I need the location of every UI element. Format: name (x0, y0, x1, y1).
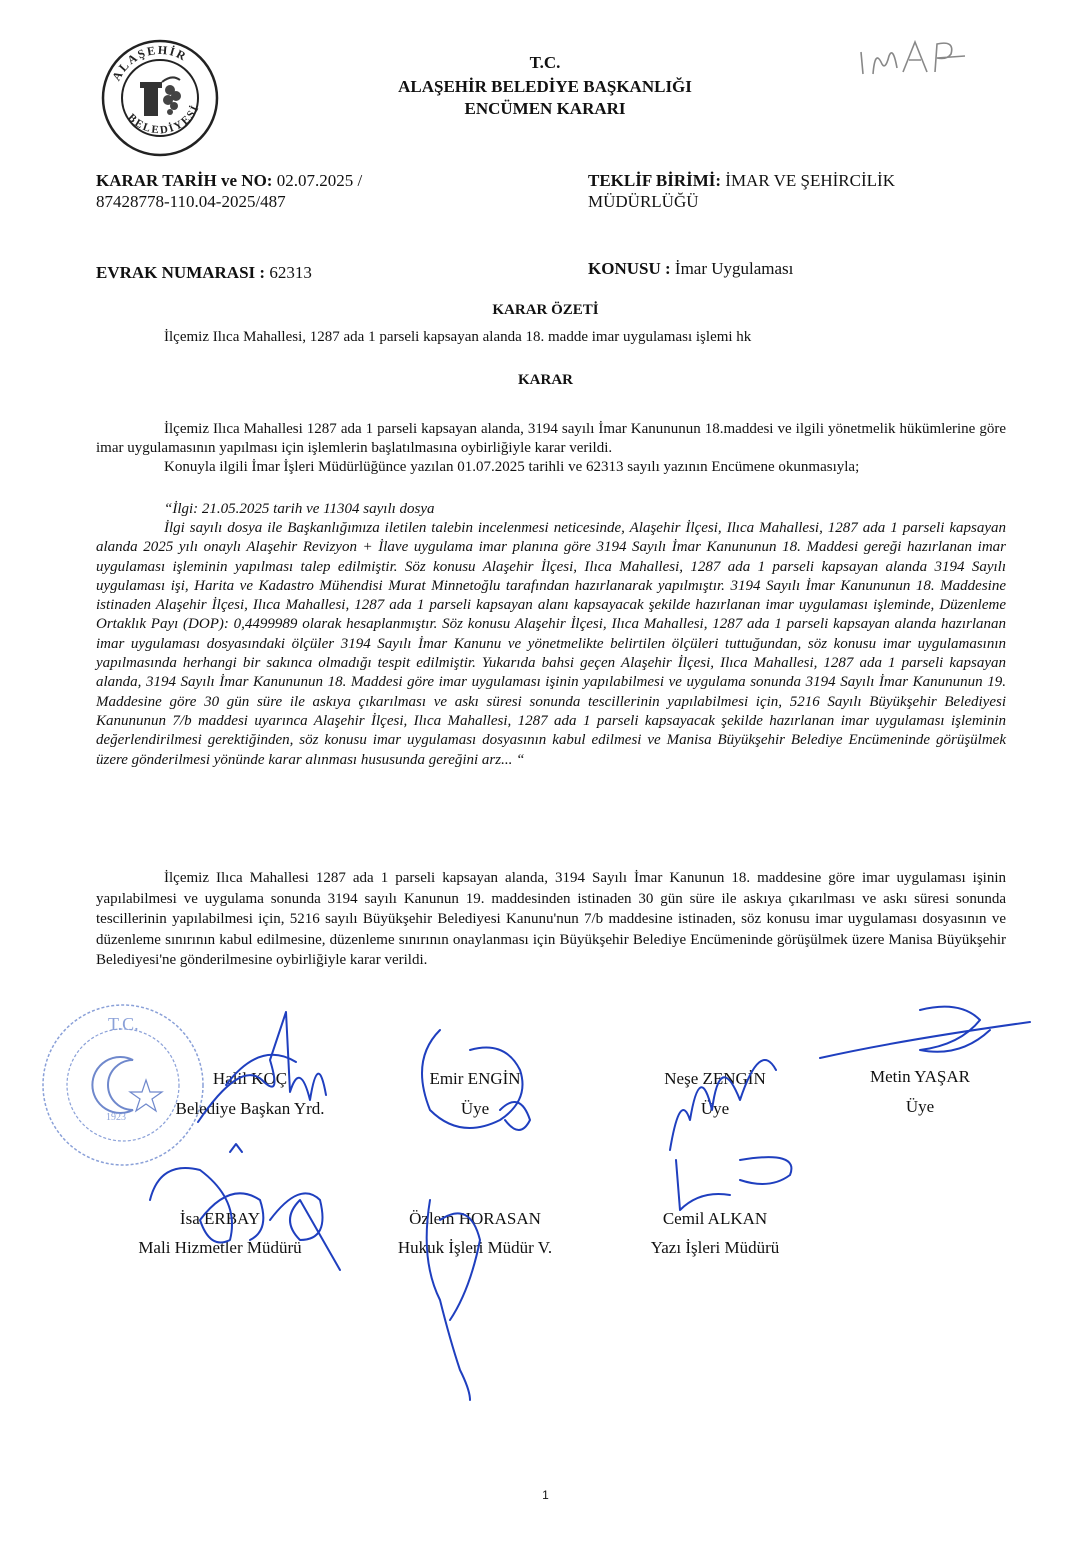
teklif-birimi (588, 170, 1008, 212)
signatory-title-6: Hukuk İşleri Müdür V. (397, 1238, 553, 1257)
signatory-title-2: Üye (460, 1099, 490, 1118)
svg-text:BELEDİYESİ: BELEDİYESİ (125, 102, 203, 137)
teklif-value-2: MÜDÜRLÜĞÜ (588, 192, 699, 211)
evrak-label: EVRAK NUMARASI : (96, 263, 266, 282)
signatory-name-6: Özlem HORASAN (409, 1209, 541, 1228)
konusu-label: KONUSU : (588, 259, 671, 278)
karar-date-no (96, 170, 456, 212)
karar-paragraph-1: İlçemiz Ilıca Mahallesi 1287 ada 1 parseli kapsayan alanda, 3194 sayılı İmar Kanununun 18.maddesi ve ilgili yönetmelik hükümlerine göre imar uygulamasının yapılması için işlemlerin başlatılmasına oybirliğiyle karar verildi. (96, 421, 1006, 456)
signatory-name-4: Metin YAŞAR (870, 1067, 970, 1086)
handwritten-note (855, 22, 1015, 82)
page-number: 1 (542, 1488, 549, 1502)
karar-value-2: 87428778-110.04-2025/487 (96, 192, 286, 211)
header-tc: T.C. (529, 53, 561, 72)
karar-paragraph-2: Konuyla ilgili İmar İşleri Müdürlüğünce yazılan 01.07.2025 tarihli ve 62313 sayılı yazının Encümene okunmasıyla; (164, 459, 860, 475)
konusu-value: İmar Uygulaması (674, 259, 794, 278)
quote-body: İlgi sayılı dosya ile Başkanlığımıza iletilen talebin incelenmesi neticesinde, Alaşehir İlçesi, Ilıca Mahallesi, 1287 ada 1 parseli kapsayan alanda 2025 yılı onaylı Alaşehir Revizyon + İlave uygulama imar planına göre 3194 Sayılı İmar Kanununun 18. Maddesi gereği hazırlanan imar uygulaması işleminin yapılması talep edilmiştir. Söz konusu Alaşehir İlçesi, Ilıca Mahallesi, 1287 ada 1 parseli kapsayan alanda 3194 Sayılı uygulaması işi, Harita ve Kadastro Mühendisi Murat Minnetoğlu tarafından hazırlanarak yapılmıştır. 3194 Sayılı İmar Kanununun 18. Maddesine istinaden Alaşehir İlçesi, Ilıca Mahallesi, 1287 ada 1 parseli kapsayan alanı kapsayacak şekilde hazırlanan imar uygulaması işleminde, Düzenleme Ortaklık Payı (DOP): 0,4499989 olarak hesaplanmıştır. Söz konusu Alaşehir İlçesi, Ilıca Mahallesi, 1287 ada 1 parseli kapsayan alanda hazırlanan imar uygulaması dosyasındaki ölçüler 3194 Sayılı İmar Kanunu ve yönetmelikte belirtilen ölçüleri tuttuğundan, söz konusu imar uygulamasının yapılmasında herhangi bir sakınca olmadığı tespit edilmiştir. Yukarıda bahsi geçen Alaşehir İlçesi, Ilıca Mahallesi, 1287 ada 1 parseli kapsayan alanda, 3194 Sayılı İmar Kanununun 18. Maddesi göre imar uygulaması işinin yapılabilmesi ve uygulama sonunda 3194 Sayılı İmar Kanununun 19. Maddesine göre 30 gün süre ile askıya çıkarılması ve askı süresi sonunda tescillerinin yapılabilmesi için, 5216 Sayılı Büyükşehir Belediyesi Kanununun 7/b maddesi uyarınca Alaşehir İlçesi, Ilıca Mahallesi, 1287 ada 1 parseli kapsayacak şekilde hazırlanan imar uygulaması işleminin değerlendirilmesi gerektiğinden, söz konusu imar uygulaması dosyasının kabul edilmesi ve Manisa Büyükşehir Belediye Encümeninde görüşülmek üzere gönderilmesi yönünde karar alınması hususunda gereğini arz... “ (96, 520, 1006, 768)
svg-text:ALAŞEHİR: ALAŞEHİR (109, 42, 190, 84)
teklif-label: TEKLİF BİRİMİ: (588, 171, 722, 190)
teklif-value-1: İMAR VE ŞEHİRCİLİK (725, 171, 895, 190)
header-institution: ALAŞEHİR BELEDİYE BAŞKANLIĞI (398, 77, 692, 96)
municipality-logo (100, 38, 220, 158)
signatory-name-7: Cemil ALKAN (662, 1209, 768, 1228)
evrak-value: 62313 (269, 263, 312, 282)
konusu (588, 258, 1008, 279)
signatory-name-5: İsa ERBAY (179, 1209, 261, 1228)
header-doc-type: ENCÜMEN KARARI (464, 99, 626, 118)
signatory-name-2: Emir ENGİN (429, 1069, 521, 1088)
signatory-title-7: Yazı İşleri Müdürü (650, 1238, 780, 1257)
svg-text:T.C.: T.C. (108, 1014, 139, 1034)
evrak-numarasi (96, 262, 456, 283)
karar-value-1: 02.07.2025 / (276, 171, 363, 190)
ozet-text: İlçemiz Ilıca Mahallesi, 1287 ada 1 parseli kapsayan alanda 18. madde imar uygulaması işlemi hk (164, 329, 752, 345)
quote-reference: “İlgi: 21.05.2025 tarih ve 11304 sayılı dosya (164, 501, 435, 517)
karar-label: KARAR TARİH ve NO: (96, 171, 273, 190)
signatory-name-3: Neşe ZENGİN (664, 1069, 766, 1088)
signatory-title-4: Üye (905, 1097, 935, 1116)
signatory-name-1: Halil KOÇ (212, 1069, 288, 1088)
ozet-title: KARAR ÖZETİ (492, 302, 599, 318)
signatory-title-1: Belediye Başkan Yrd. (175, 1099, 325, 1118)
signatory-title-3: Üye (700, 1099, 730, 1118)
karar-title: KARAR (518, 372, 573, 388)
svg-text:1923: 1923 (106, 1112, 126, 1123)
karar-paragraph-3: İlçemiz Ilıca Mahallesi 1287 ada 1 parseli kapsayan alanda, 3194 Sayılı İmar Kanunun 18. maddesine göre imar uygulaması işinin yapılabilmesi ve uygulama sonunda 3194 sayılı Kanunun 19. maddesinden istinaden 30 gün süre ile askıya çıkarılması ve askı süresi sonunda tescillerinin yapılabilmesi için, 5216 sayılı Büyükşehir Belediyesi Kanunu'nun 7/b maddesine istinaden, söz konusu imar uygulaması dosyasının ve düzenleme sınırının kabul edilmesine, düzenleme sınırının onaylanması için Büyükşehir Belediye Encümeninde görüşülmek üzere Manisa Büyükşehir Belediyesi'ne gönderilmesine oybirliğiyle karar verildi. (96, 870, 1006, 968)
signatory-title-5: Mali Hizmetler Müdürü (138, 1238, 302, 1257)
